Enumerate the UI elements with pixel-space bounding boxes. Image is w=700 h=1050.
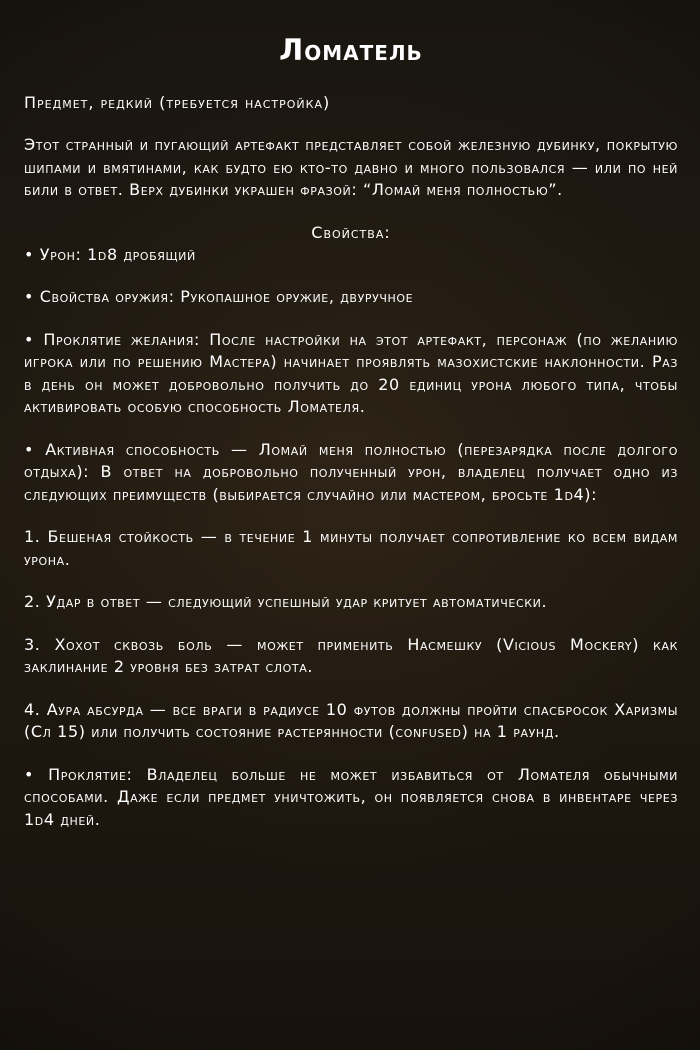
property-curse-of-desire: • Проклятие желания: После настройки на этот артефакт, персонаж (по желанию игрока или по решению Мастера) начинает проявлять мазохистские наклонности. Раз в день он может добровольно получить до 20 единиц урона любого типа, чтобы активировать особую способность Ломателя. bbox=[24, 329, 678, 419]
property-weapon-type: • Свойства оружия: Рукопашное оружие, двуручное bbox=[24, 286, 678, 309]
property-curse: • Проклятие: Владелец больше не может избавиться от Ломателя обычными способами. Даже если предмет уничтожить, он появляется снова в инвентаре через 1d4 дней. bbox=[24, 764, 678, 832]
benefit-item: 3. Хохот сквозь боль — может применить Насмешку (Vicious Mockery) как заклинание 2 уровня без затрат слота. bbox=[24, 634, 678, 676]
property-damage: • Урон: 1d8 дробящий bbox=[24, 244, 678, 267]
benefit-item: 1. Бешеная стойкость — в течение 1 минуты получает сопротивление ко всем видам урона. bbox=[24, 527, 678, 569]
property-active-ability: • Активная способность — Ломай меня полностью (перезарядка после долгого отдыха): В ответ на добровольно полученный урон, владелец получает одно из следующих преимуществ (выбирается случайно или мастером, бросьте 1d4): bbox=[24, 439, 678, 507]
item-rarity: Предмет, редкий (требуется настройка) bbox=[24, 93, 331, 112]
item-description: Этот странный и пугающий артефакт представляет собой железную дубинку, покрытую шипами и вмятинами, как будто ею кто-то давно и много пользовался — или по ней били в ответ. Верх дубинки украшен фразой: “Ломай меня полностью”. bbox=[24, 135, 678, 199]
item-title: Ломатель bbox=[279, 33, 423, 67]
benefit-item: 4. Аура абсурда — все враги в радиусе 10 футов должны пройти спасбросок Харизмы (Сл 15) или получить состояние растерянности (confused) на 1 раунд. bbox=[24, 699, 678, 741]
benefit-item: 2. Удар в ответ — следующий успешный удар критует автоматически. bbox=[24, 592, 548, 611]
properties-heading: Свойства: bbox=[311, 222, 391, 242]
